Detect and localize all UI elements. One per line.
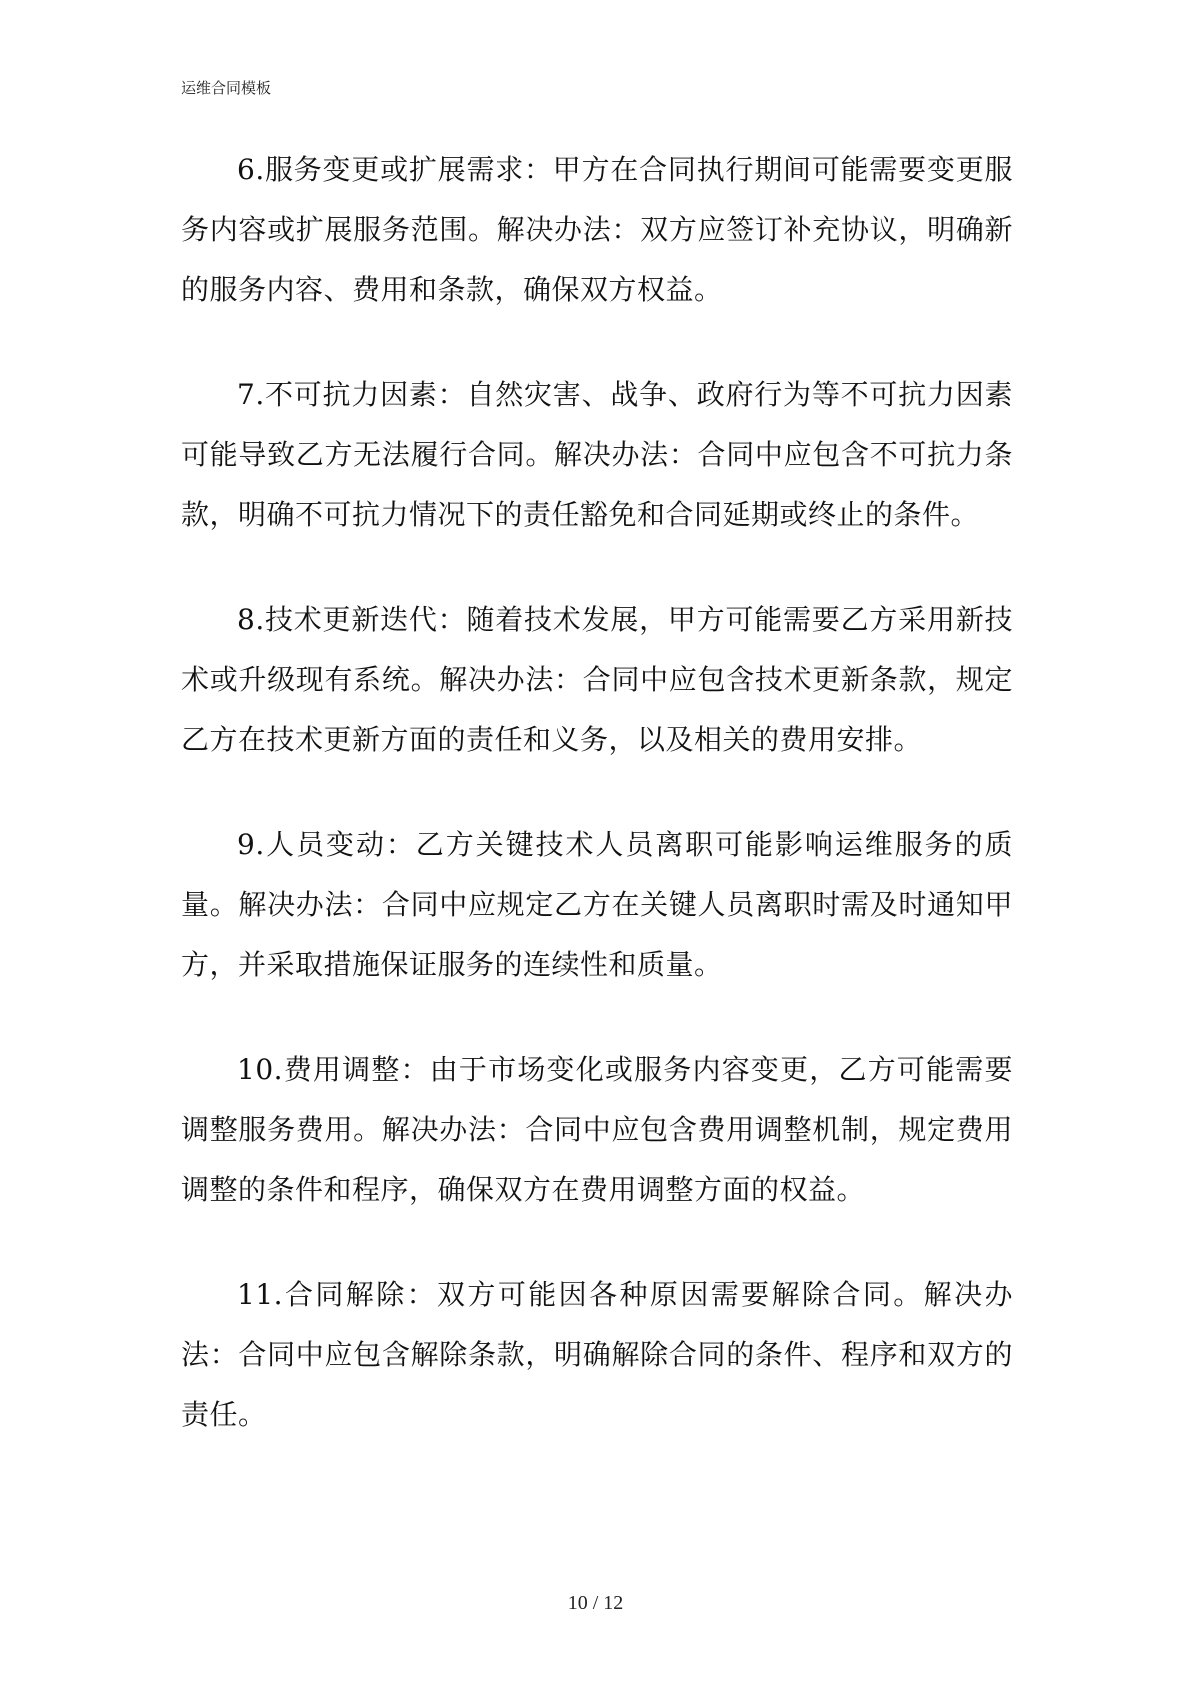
clause-10: 10.费用调整：由于市场变化或服务内容变更，乙方可能需要调整服务费用。解决办法：合同中应包含费用调整机制，规定费用调整的条件和程序，确保双方在费用调整方面的权益。 — [181, 1053, 1013, 1206]
document-body — [181, 140, 1013, 1490]
clause-7: 7.不可抗力因素：自然灾害、战争、政府行为等不可抗力因素可能导致乙方无法履行合同。解决办法：合同中应包含不可抗力条款，明确不可抗力情况下的责任豁免和合同延期或终止的条件。 — [181, 378, 1013, 531]
clause-6: 6.服务变更或扩展需求：甲方在合同执行期间可能需要变更服务内容或扩展服务范围。解决办法：双方应签订补充协议，明确新的服务内容、费用和条款，确保双方权益。 — [181, 153, 1013, 306]
document-header-title: 运维合同模板 — [181, 79, 272, 97]
page-number: 10 / 12 — [567, 1592, 624, 1614]
clause-11: 11.合同解除：双方可能因各种原因需要解除合同。解决办法：合同中应包含解除条款，明确解除合同的条件、程序和双方的责任。 — [181, 1278, 1013, 1431]
clause-9: 9.人员变动：乙方关键技术人员离职可能影响运维服务的质量。解决办法：合同中应规定乙方在关键人员离职时需及时通知甲方，并采取措施保证服务的连续性和质量。 — [181, 828, 1013, 981]
clause-8: 8.技术更新迭代：随着技术发展，甲方可能需要乙方采用新技术或升级现有系统。解决办法：合同中应包含技术更新条款，规定乙方在技术更新方面的责任和义务，以及相关的费用安排。 — [181, 603, 1013, 756]
